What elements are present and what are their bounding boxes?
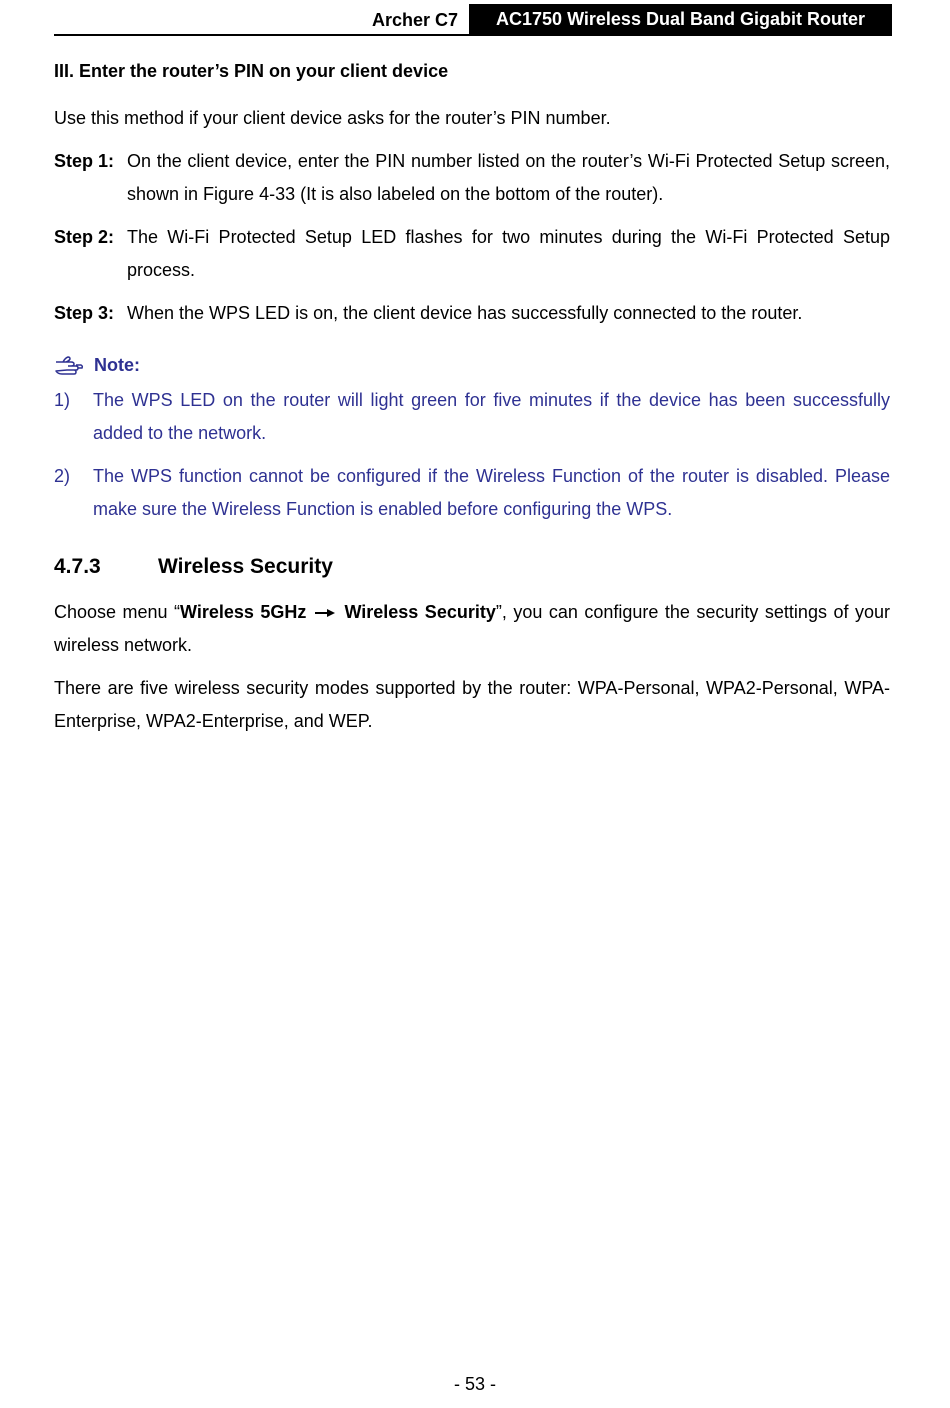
page-header — [54, 4, 892, 36]
note-item — [54, 460, 890, 526]
security-modes-text: There are five wireless security modes supported by the router: WPA-Personal, WPA2-Personal, WPA-Enterprise, WPA2-Enterprise, and WEP. — [54, 678, 890, 731]
pointing-hand-icon — [54, 355, 84, 375]
header-model: Archer C7 — [371, 10, 458, 30]
step-3 — [54, 297, 890, 330]
menu-item-wireless-5ghz: Wireless 5GHz — [180, 602, 307, 622]
menu-prefix: Choose menu “ — [54, 602, 181, 622]
menu-suffix: ”, you can configure the security settings of your wireless network. — [54, 602, 890, 655]
method-title: III. Enter the router’s PIN on your client device — [54, 61, 449, 81]
menu-item-wireless-security: Wireless Security — [344, 602, 496, 622]
method-intro: Use this method if your client device asks for the router’s PIN number. — [54, 108, 611, 128]
note-number: 2) — [54, 466, 71, 486]
note-text: The WPS function cannot be configured if the Wireless Function of the router is disabled. Please make sure the Wireless Function is enabled before configuring the WPS. — [93, 466, 890, 519]
note-heading — [54, 352, 890, 378]
step-text: On the client device, enter the PIN number listed on the router’s Wi-Fi Protected Setup screen, shown in Figure 4-33 (It is also labeled on the bottom of the router). — [127, 151, 890, 204]
note-item — [54, 384, 890, 450]
menu-instruction — [54, 596, 890, 662]
note-number: 1) — [54, 390, 71, 410]
right-arrow-icon — [314, 608, 336, 618]
note-label: Note: — [94, 355, 140, 375]
step-label: Step 2: — [54, 227, 115, 247]
note-text: The WPS LED on the router will light green for five minutes if the device has been successfully added to the network. — [93, 390, 890, 443]
step-text: The Wi-Fi Protected Setup LED flashes for two minutes during the Wi-Fi Protected Setup process. — [127, 227, 890, 280]
section-heading — [54, 552, 890, 582]
step-2 — [54, 221, 890, 287]
step-text: When the WPS LED is on, the client device has successfully connected to the router. — [127, 303, 803, 323]
page-number: - 53 - — [453, 1374, 496, 1394]
step-1 — [54, 145, 890, 211]
page-content — [54, 58, 890, 748]
note-block — [54, 352, 890, 526]
step-label: Step 1: — [54, 151, 115, 171]
header-product-title: AC1750 Wireless Dual Band Gigabit Router — [469, 4, 892, 34]
section-title: Wireless Security — [158, 555, 333, 578]
section-number: 4.7.3 — [54, 555, 101, 578]
step-label: Step 3: — [54, 303, 115, 323]
